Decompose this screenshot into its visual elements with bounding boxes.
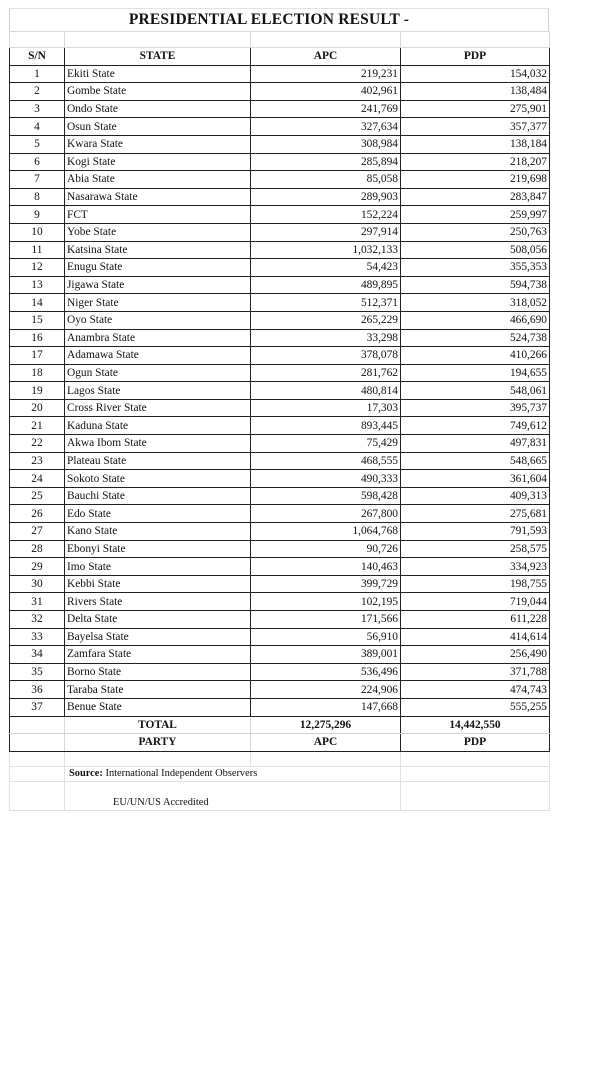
source-label: Source:	[69, 767, 103, 779]
row-state: Akwa Ibom State	[65, 435, 251, 453]
row-apc: 489,895	[251, 276, 401, 294]
row-state: Osun State	[65, 118, 251, 136]
row-state: Kwara State	[65, 135, 251, 153]
row-apc: 480,814	[251, 382, 401, 400]
table-row	[10, 171, 550, 189]
row-pdp: 318,052	[401, 294, 550, 312]
row-apc: 536,496	[251, 663, 401, 681]
row-sn: 12	[10, 259, 65, 277]
table-row	[10, 628, 550, 646]
row-state: Rivers State	[65, 593, 251, 611]
table-row	[10, 575, 550, 593]
row-pdp: 138,184	[401, 135, 550, 153]
row-state: Enugu State	[65, 259, 251, 277]
row-sn: 28	[10, 540, 65, 558]
row-apc: 171,566	[251, 611, 401, 629]
row-pdp: 334,923	[401, 558, 550, 576]
table-row	[10, 83, 550, 101]
header-apc: APC	[251, 48, 401, 66]
row-pdp: 524,738	[401, 329, 550, 347]
row-pdp: 154,032	[401, 65, 550, 83]
row-state: Benue State	[65, 698, 251, 716]
table-row	[10, 681, 550, 699]
table-row	[10, 523, 550, 541]
row-state: Ogun State	[65, 364, 251, 382]
table-row	[10, 558, 550, 576]
row-pdp: 219,698	[401, 171, 550, 189]
total-label: TOTAL	[65, 716, 251, 734]
row-pdp: 466,690	[401, 311, 550, 329]
row-pdp: 258,575	[401, 540, 550, 558]
row-pdp: 283,847	[401, 188, 550, 206]
footer-spacer-row	[10, 751, 550, 766]
row-sn: 34	[10, 646, 65, 664]
source-text: International Independent Observers	[105, 767, 258, 779]
row-sn: 22	[10, 435, 65, 453]
row-sn: 21	[10, 417, 65, 435]
row-state: Delta State	[65, 611, 251, 629]
row-sn: 3	[10, 100, 65, 118]
row-apc: 308,984	[251, 135, 401, 153]
table-row	[10, 206, 550, 224]
table-row	[10, 698, 550, 716]
row-apc: 402,961	[251, 83, 401, 101]
row-pdp: 259,997	[401, 206, 550, 224]
row-state: Nasarawa State	[65, 188, 251, 206]
row-pdp: 508,056	[401, 241, 550, 259]
header-sn: S/N	[10, 48, 65, 66]
row-sn: 6	[10, 153, 65, 171]
row-sn: 4	[10, 118, 65, 136]
row-pdp: 371,788	[401, 663, 550, 681]
table-row	[10, 223, 550, 241]
results-table	[9, 31, 550, 811]
row-pdp: 749,612	[401, 417, 550, 435]
row-sn: 36	[10, 681, 65, 699]
row-state: Kogi State	[65, 153, 251, 171]
row-pdp: 361,604	[401, 470, 550, 488]
row-apc: 378,078	[251, 347, 401, 365]
header-row	[10, 48, 550, 66]
row-sn: 9	[10, 206, 65, 224]
row-sn: 13	[10, 276, 65, 294]
table-row	[10, 470, 550, 488]
table-row	[10, 417, 550, 435]
row-sn: 11	[10, 241, 65, 259]
row-sn: 16	[10, 329, 65, 347]
row-pdp: 395,737	[401, 399, 550, 417]
row-apc: 399,729	[251, 575, 401, 593]
header-state: STATE	[65, 48, 251, 66]
row-apc: 140,463	[251, 558, 401, 576]
source-accreditation: EU/UN/US Accredited	[113, 796, 209, 808]
row-apc: 102,195	[251, 593, 401, 611]
row-state: Edo State	[65, 505, 251, 523]
row-apc: 1,032,133	[251, 241, 401, 259]
page-title: PRESIDENTIAL ELECTION RESULT -	[9, 8, 549, 31]
row-state: Borno State	[65, 663, 251, 681]
row-sn: 7	[10, 171, 65, 189]
row-pdp: 719,044	[401, 593, 550, 611]
row-state: Taraba State	[65, 681, 251, 699]
row-sn: 25	[10, 487, 65, 505]
row-sn: 5	[10, 135, 65, 153]
row-apc: 281,762	[251, 364, 401, 382]
row-sn: 35	[10, 663, 65, 681]
row-apc: 56,910	[251, 628, 401, 646]
row-apc: 1,064,768	[251, 523, 401, 541]
table-row	[10, 347, 550, 365]
row-state: Bayelsa State	[65, 628, 251, 646]
row-apc: 152,224	[251, 206, 401, 224]
row-pdp: 275,901	[401, 100, 550, 118]
row-pdp: 555,255	[401, 698, 550, 716]
row-state: Cross River State	[65, 399, 251, 417]
row-apc: 90,726	[251, 540, 401, 558]
table-row	[10, 663, 550, 681]
spacer-row	[10, 32, 550, 48]
row-apc: 267,800	[251, 505, 401, 523]
row-state: Gombe State	[65, 83, 251, 101]
source-note	[67, 768, 257, 779]
row-pdp: 357,377	[401, 118, 550, 136]
row-sn: 20	[10, 399, 65, 417]
row-apc: 297,914	[251, 223, 401, 241]
row-apc: 289,903	[251, 188, 401, 206]
row-state: Kaduna State	[65, 417, 251, 435]
table-row	[10, 241, 550, 259]
row-state: Ekiti State	[65, 65, 251, 83]
row-pdp: 194,655	[401, 364, 550, 382]
row-state: Oyo State	[65, 311, 251, 329]
row-apc: 490,333	[251, 470, 401, 488]
row-state: Adamawa State	[65, 347, 251, 365]
row-apc: 224,906	[251, 681, 401, 699]
row-apc: 219,231	[251, 65, 401, 83]
row-pdp: 275,681	[401, 505, 550, 523]
row-sn: 23	[10, 452, 65, 470]
total-pdp: 14,442,550	[401, 716, 550, 734]
party-label: PARTY	[65, 734, 251, 752]
row-pdp: 198,755	[401, 575, 550, 593]
row-pdp: 138,484	[401, 83, 550, 101]
row-sn: 27	[10, 523, 65, 541]
table-row	[10, 153, 550, 171]
row-sn: 17	[10, 347, 65, 365]
table-row	[10, 593, 550, 611]
party-row	[10, 734, 550, 752]
row-state: Abia State	[65, 171, 251, 189]
table-row	[10, 100, 550, 118]
row-sn: 14	[10, 294, 65, 312]
row-apc: 85,058	[251, 171, 401, 189]
row-state: Yobe State	[65, 223, 251, 241]
row-pdp: 355,353	[401, 259, 550, 277]
row-apc: 241,769	[251, 100, 401, 118]
row-pdp: 594,738	[401, 276, 550, 294]
table-row	[10, 259, 550, 277]
table-row	[10, 611, 550, 629]
row-apc: 54,423	[251, 259, 401, 277]
party-apc: APC	[251, 734, 401, 752]
table-row	[10, 505, 550, 523]
row-pdp: 548,665	[401, 452, 550, 470]
row-state: Kano State	[65, 523, 251, 541]
table-row	[10, 382, 550, 400]
row-apc: 285,894	[251, 153, 401, 171]
table-row	[10, 329, 550, 347]
table-row	[10, 65, 550, 83]
row-pdp: 414,614	[401, 628, 550, 646]
table-row	[10, 276, 550, 294]
row-state: Kebbi State	[65, 575, 251, 593]
header-pdp: PDP	[401, 48, 550, 66]
row-sn: 1	[10, 65, 65, 83]
row-pdp: 410,266	[401, 347, 550, 365]
table-row	[10, 135, 550, 153]
row-sn: 8	[10, 188, 65, 206]
row-sn: 32	[10, 611, 65, 629]
row-sn: 26	[10, 505, 65, 523]
row-sn: 33	[10, 628, 65, 646]
table-row	[10, 646, 550, 664]
row-apc: 512,371	[251, 294, 401, 312]
row-sn: 30	[10, 575, 65, 593]
row-state: Sokoto State	[65, 470, 251, 488]
table-row	[10, 118, 550, 136]
table-row	[10, 311, 550, 329]
row-pdp: 256,490	[401, 646, 550, 664]
row-pdp: 409,313	[401, 487, 550, 505]
row-apc: 33,298	[251, 329, 401, 347]
total-apc: 12,275,296	[251, 716, 401, 734]
row-state: Katsina State	[65, 241, 251, 259]
row-sn: 31	[10, 593, 65, 611]
row-state: Anambra State	[65, 329, 251, 347]
table-row	[10, 487, 550, 505]
row-apc: 265,229	[251, 311, 401, 329]
row-state: Niger State	[65, 294, 251, 312]
source-row-2	[10, 781, 550, 810]
row-pdp: 611,228	[401, 611, 550, 629]
row-pdp: 548,061	[401, 382, 550, 400]
row-state: Jigawa State	[65, 276, 251, 294]
table-row	[10, 540, 550, 558]
party-pdp: PDP	[401, 734, 550, 752]
row-apc: 468,555	[251, 452, 401, 470]
row-apc: 389,001	[251, 646, 401, 664]
row-state: Bauchi State	[65, 487, 251, 505]
row-pdp: 791,593	[401, 523, 550, 541]
row-pdp: 218,207	[401, 153, 550, 171]
total-row	[10, 716, 550, 734]
row-state: Ondo State	[65, 100, 251, 118]
source-row	[10, 766, 550, 781]
row-sn: 29	[10, 558, 65, 576]
table-row	[10, 364, 550, 382]
row-state: Lagos State	[65, 382, 251, 400]
row-sn: 10	[10, 223, 65, 241]
row-sn: 19	[10, 382, 65, 400]
row-apc: 598,428	[251, 487, 401, 505]
row-pdp: 474,743	[401, 681, 550, 699]
row-sn: 18	[10, 364, 65, 382]
row-pdp: 250,763	[401, 223, 550, 241]
row-sn: 24	[10, 470, 65, 488]
row-apc: 893,445	[251, 417, 401, 435]
results-sheet	[9, 8, 549, 811]
row-state: FCT	[65, 206, 251, 224]
table-row	[10, 188, 550, 206]
table-row	[10, 399, 550, 417]
row-sn: 15	[10, 311, 65, 329]
row-state: Ebonyi State	[65, 540, 251, 558]
row-state: Imo State	[65, 558, 251, 576]
row-pdp: 497,831	[401, 435, 550, 453]
row-sn: 37	[10, 698, 65, 716]
row-state: Zamfara State	[65, 646, 251, 664]
table-row	[10, 452, 550, 470]
table-row	[10, 294, 550, 312]
row-apc: 75,429	[251, 435, 401, 453]
row-apc: 17,303	[251, 399, 401, 417]
row-state: Plateau State	[65, 452, 251, 470]
row-apc: 147,668	[251, 698, 401, 716]
table-row	[10, 435, 550, 453]
row-sn: 2	[10, 83, 65, 101]
row-apc: 327,634	[251, 118, 401, 136]
